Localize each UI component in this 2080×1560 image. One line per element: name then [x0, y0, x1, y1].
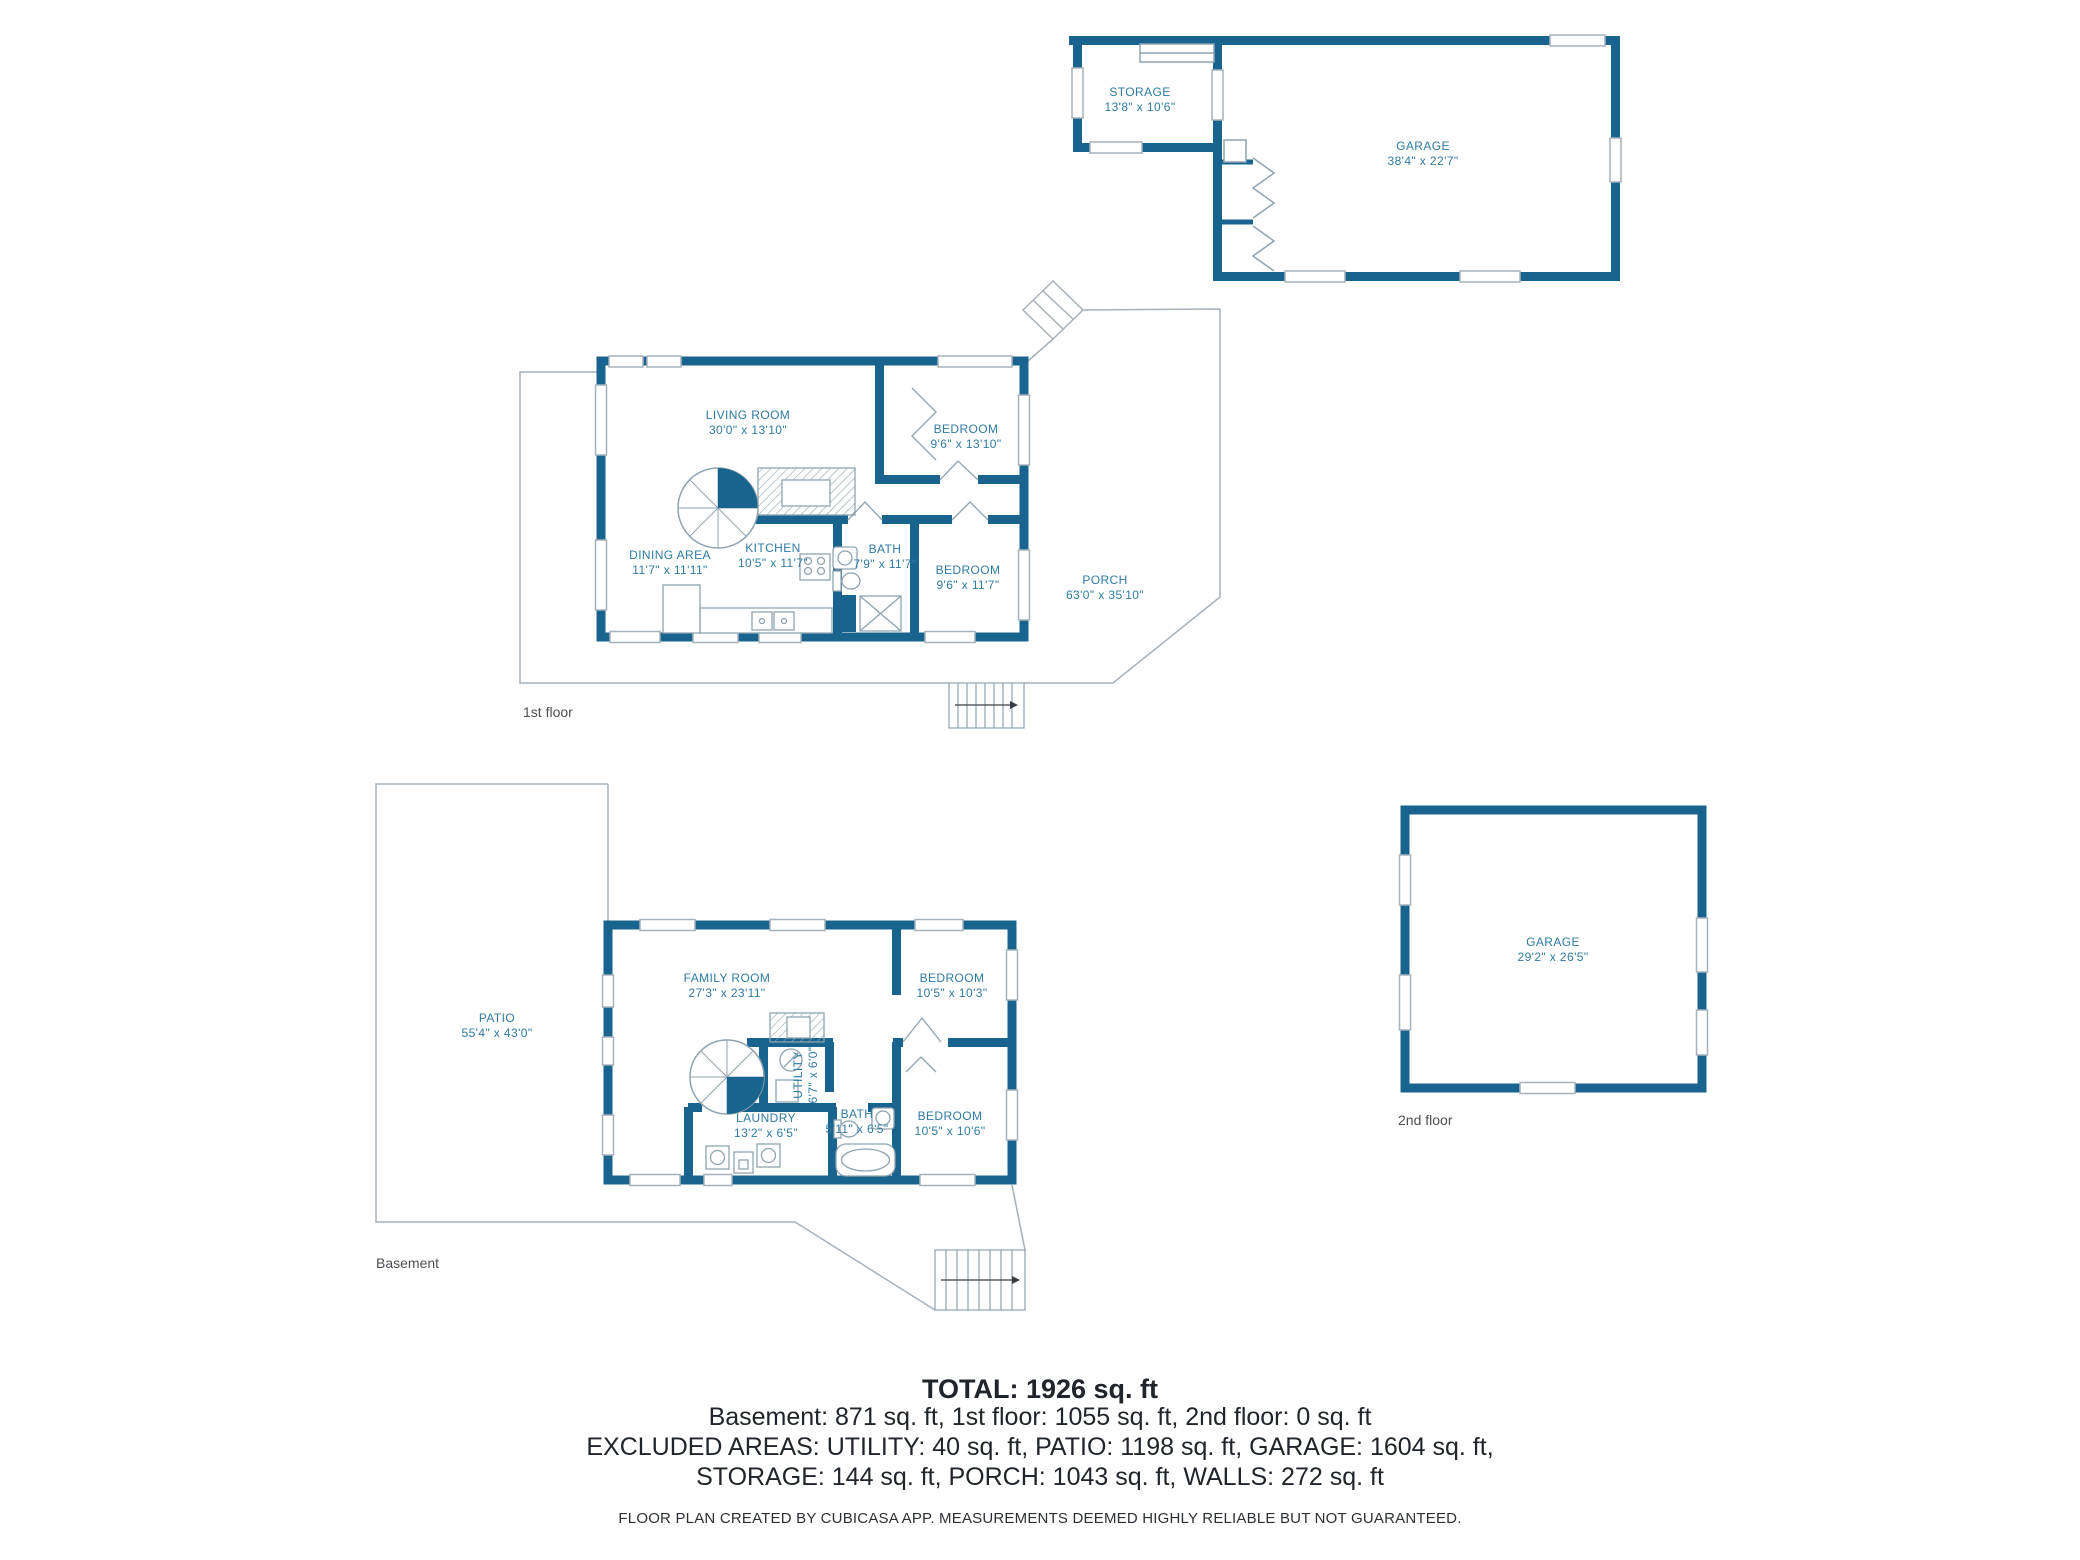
- room-name: STORAGE: [1109, 85, 1171, 99]
- room-dims: 9'6" x 13'10": [930, 437, 1002, 451]
- caption-basement: Basement: [376, 1255, 440, 1271]
- room-dims: 5'11" x 6'5": [825, 1122, 889, 1136]
- room-dims: 6'7" x 6'0": [806, 1046, 820, 1104]
- room-dims: 27'3" x 23'11": [688, 986, 766, 1000]
- room-name: PORCH: [1082, 573, 1128, 587]
- plan-upper-garage: [1069, 36, 1620, 281]
- room-label-garage-2f: [1517, 935, 1588, 965]
- room-label-bedroom-bsmt-top: [916, 971, 987, 1001]
- summary-disclaimer: FLOOR PLAN CREATED BY CUBICASA APP. MEASUREMENTS DEEMED HIGHLY RELIABLE BUT NOT GUARANTEED.: [618, 1510, 1462, 1527]
- room-dims: 30'0" x 13'10": [708, 423, 788, 437]
- room-name: BATH: [840, 1107, 874, 1121]
- room-name: LAUNDRY: [736, 1111, 796, 1125]
- room-name: GARAGE: [1396, 139, 1450, 153]
- basement-patio-outline: [376, 784, 1025, 1310]
- plan-upper-garage-stairs: [1140, 44, 1274, 271]
- first-floor-spiral-staircase: [678, 468, 758, 548]
- room-name: UTILITY: [791, 1051, 805, 1099]
- room-label-kitchen: [738, 541, 808, 571]
- room-name: KITCHEN: [745, 541, 801, 555]
- room-dims: 38'4" x 22'7": [1387, 154, 1459, 168]
- room-label-dining-area: [629, 548, 711, 578]
- room-name: DINING AREA: [629, 548, 711, 562]
- caption-1st-floor: 1st floor: [523, 704, 573, 720]
- room-name: LIVING ROOM: [705, 408, 791, 422]
- room-label-bath-bsmt: [825, 1107, 888, 1137]
- plan-upper-garage-windows: [1072, 35, 1621, 282]
- room-dims: 10'5" x 11'7": [737, 556, 809, 570]
- room-name: GARAGE: [1526, 935, 1580, 949]
- room-name: BEDROOM: [933, 422, 999, 436]
- room-label-living-room: [706, 408, 790, 438]
- room-name: BEDROOM: [919, 971, 985, 985]
- basement-entry-stairs: [935, 1250, 1025, 1310]
- room-name: BATH: [868, 542, 902, 556]
- room-label-bedroom-1f-top: [930, 422, 1001, 452]
- room-label-patio: [461, 1011, 532, 1041]
- room-dims: 29'2" x 26'5": [1517, 950, 1589, 964]
- room-label-garage-upper: [1387, 139, 1458, 169]
- basement-spiral-staircase: [690, 1040, 764, 1114]
- second-floor-garage-windows: [1400, 855, 1708, 1094]
- room-label-bedroom-bsmt-bottom: [914, 1109, 985, 1139]
- room-dims: 13'2" x 6'5": [734, 1126, 798, 1140]
- room-dims: 13'8" x 10'6": [1104, 100, 1176, 114]
- summary-total: TOTAL: 1926 sq. ft: [921, 1374, 1159, 1404]
- summary-floors: Basement: 871 sq. ft, 1st floor: 1055 sq. ft, 2nd floor: 0 sq. ft: [708, 1403, 1372, 1431]
- basement-laundry-fixtures: [706, 1144, 780, 1173]
- room-name: BEDROOM: [935, 563, 1001, 577]
- room-label-utility: [791, 1047, 821, 1104]
- room-label-family-room: [684, 971, 771, 1001]
- room-label-bedroom-1f-bottom: [936, 563, 1001, 593]
- room-label-laundry: [734, 1111, 798, 1141]
- room-label-bath-1f: [853, 542, 916, 572]
- first-floor-entry-stairs: [949, 683, 1024, 728]
- room-dims: 10'5" x 10'6": [914, 1124, 986, 1138]
- first-floor-doors: [848, 388, 988, 520]
- room-name: BEDROOM: [917, 1109, 983, 1123]
- caption-2nd-floor: 2nd floor: [1398, 1112, 1453, 1128]
- summary-excluded-line1: EXCLUDED AREAS: UTILITY: 40 sq. ft, PATIO: 1198 sq. ft, GARAGE: 1604 sq. ft,: [586, 1433, 1494, 1461]
- basement-fireplace: [770, 1013, 824, 1042]
- basement-doors: [903, 1018, 941, 1072]
- room-dims: 10'5" x 10'3": [916, 986, 988, 1000]
- summary-excluded-line2: STORAGE: 144 sq. ft, PORCH: 1043 sq. ft, WALLS: 272 sq. ft: [696, 1463, 1384, 1491]
- room-dims: 9'6" x 11'7": [936, 578, 1000, 592]
- room-name: FAMILY ROOM: [683, 971, 771, 985]
- room-label-storage: [1104, 85, 1175, 115]
- room-dims: 7'9" x 11'7": [853, 557, 917, 571]
- room-dims: 63'0" x 35'10": [1065, 588, 1145, 602]
- room-dims: 11'7" x 11'11": [632, 563, 708, 577]
- room-dims: 55'4" x 43'0": [461, 1026, 533, 1040]
- room-label-porch: [1066, 573, 1144, 603]
- room-name: PATIO: [478, 1011, 516, 1025]
